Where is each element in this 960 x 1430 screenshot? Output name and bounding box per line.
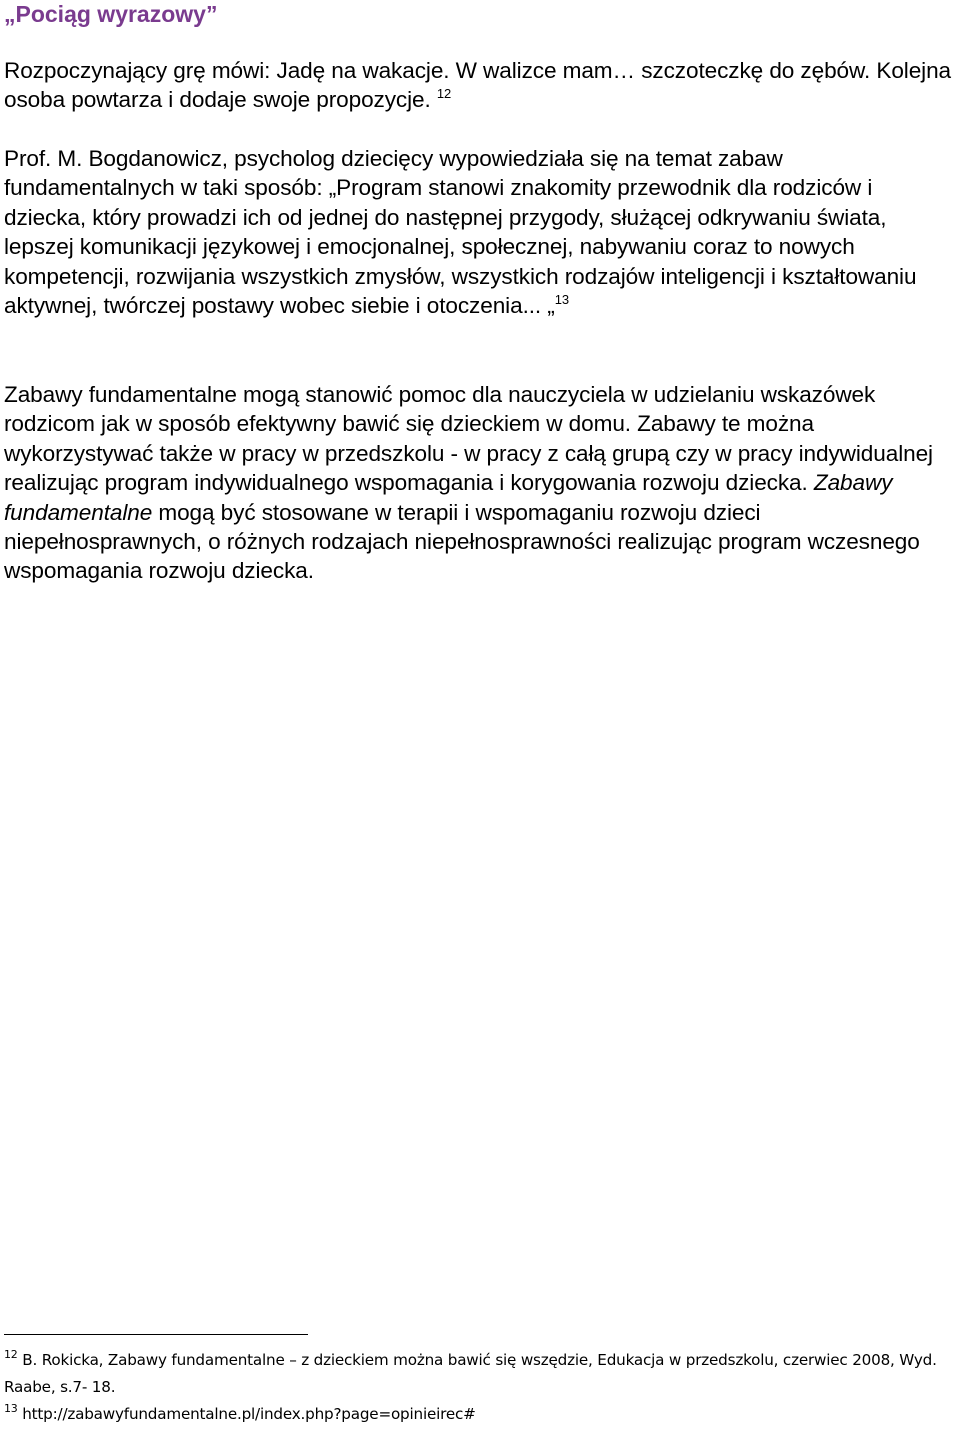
footnote-separator — [4, 1334, 308, 1335]
footnote-reference[interactable]: 13 — [554, 292, 569, 308]
footnote-link[interactable]: http://zabawyfundamentalne.pl/index.php?page=opinieirec# — [17, 1405, 476, 1423]
footnote-13 — [4, 1401, 944, 1428]
footnote-text: B. Rokicka, Zabawy fundamentalne – z dzieckiem można bawić się wszędzie, Edukacja w przedszkolu, czerwiec 2008, Wyd. Raabe, s.7- 18. — [4, 1351, 937, 1396]
paragraph-text: Prof. M. Bogdanowicz, psycholog dziecięcy wypowiedziała się na temat zabaw fundamentalnych w taki sposób: „Program stanowi znakomity przewodnik dla rodziców i dziecka, który prowadzi ich od jednej do następnej przygody, służącej odkrywaniu świata, lepszej komunikacji językowej i emocjonalnej, społecznej, nabywaniu coraz to nowych kompetencji, rozwijania wszystkich zmysłów, wszystkich rodzajów inteligencji i kształtowaniu aktywnej, twórczej postawy wobec siebie i otoczenia... „ — [4, 146, 917, 319]
section-heading: „Pociąg wyrazowy” — [4, 1, 218, 27]
paragraph-usage — [4, 380, 956, 586]
paragraph-text: Zabawy fundamentalne mogą stanowić pomoc dla nauczyciela w udzielaniu wskazówek rodzicom jak w sposób efektywny bawić się dzieckiem w domu. Zabawy te można wykorzystywać także w pracy w przedszkolu - w pracy z całą grupą czy w pracy indywidualnej realizując program indywidualnego wspomagania i korygowania rozwoju dziecka. — [4, 382, 933, 496]
paragraph-quote — [4, 144, 956, 320]
footnote-reference[interactable]: 12 — [436, 86, 452, 102]
emphasis-text: Zabawy fundamentalne — [4, 470, 893, 525]
paragraph-game-description — [4, 56, 956, 115]
footnote-number: 13 — [4, 1402, 18, 1415]
paragraph-text: Rozpoczynający grę mówi: Jadę na wakacje. W walizce mam… szczoteczkę do zębów. Kolejna osoba powtarza i dodaje swoje propozycje. — [4, 58, 952, 113]
footnote-number: 12 — [4, 1348, 18, 1361]
footnotes — [4, 1347, 944, 1428]
paragraph-text: mogą być stosowane w terapii i wspomaganiu rozwoju dzieci niepełnosprawnych, o różnych rodzajach niepełnosprawności realizując program wczesnego wspomagania rozwoju dziecka. — [4, 499, 920, 584]
footnote-12 — [4, 1347, 944, 1401]
